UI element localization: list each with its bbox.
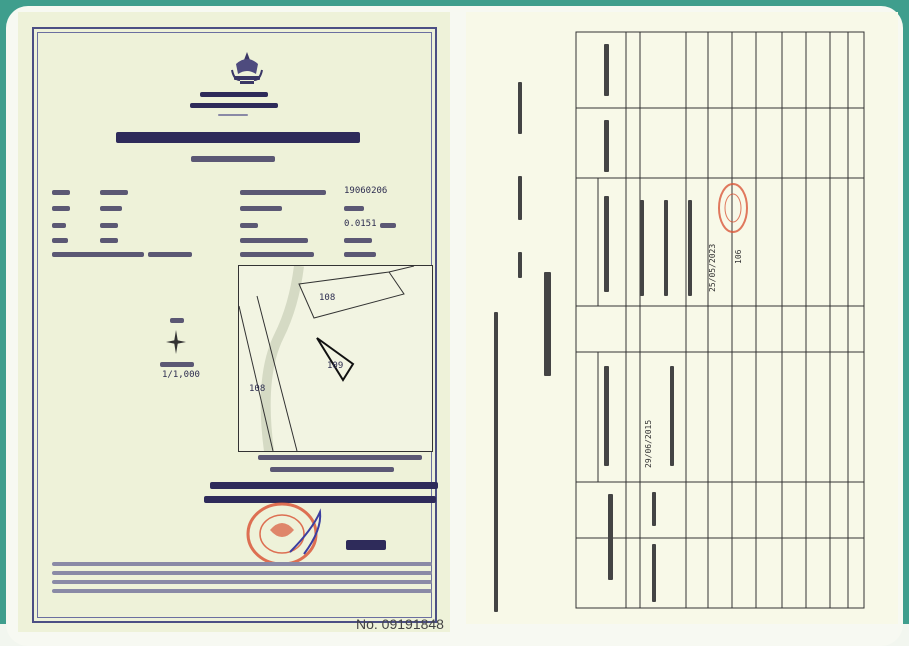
header-registration-date <box>604 366 609 466</box>
map-label-top: 108 <box>319 293 336 303</box>
header-transaction <box>604 196 609 292</box>
header-registration-number <box>604 120 609 172</box>
registry-location-3 <box>518 252 522 278</box>
field-value-village <box>100 238 118 243</box>
field-label-district <box>52 206 70 211</box>
field-label-parcel <box>240 206 282 211</box>
registry-location-1 <box>518 82 522 134</box>
registry-table-grid <box>574 30 866 610</box>
entry-transaction-line-1 <box>640 200 644 296</box>
map-label-left: 108 <box>249 384 266 394</box>
header-divider <box>218 114 248 116</box>
header-owner-name <box>608 522 613 580</box>
certificate-title-line <box>116 132 360 143</box>
scale-value: 1/1,000 <box>162 370 200 380</box>
registry-page <box>466 12 898 624</box>
authority-line-1 <box>210 482 438 489</box>
field-value-code: 19060206 <box>344 186 388 196</box>
parcel-map-drawing <box>239 266 432 451</box>
field-value-area-unit <box>380 223 396 228</box>
registry-subtitle <box>494 312 498 612</box>
record-number: 106 <box>734 249 743 264</box>
field-label-land-type <box>240 238 308 243</box>
certificate-serial-number: No. 09191848 <box>356 616 444 632</box>
field-label-area <box>240 223 258 228</box>
entry-date: 29/06/2015 <box>644 419 653 468</box>
entry-notary <box>670 366 674 466</box>
stamp-date: 25/05/2023 <box>708 243 717 292</box>
certificate-number-line <box>191 156 275 162</box>
issue-date-line-1 <box>258 455 422 460</box>
field-value-commune <box>100 223 118 228</box>
entry-owner-name <box>652 544 656 602</box>
notes-line-4 <box>52 589 432 593</box>
entry-owner-type <box>652 492 656 526</box>
notes-line-3 <box>52 580 432 584</box>
field-value-parcel <box>344 206 364 211</box>
entry-transaction-line-3 <box>688 200 692 296</box>
field-label-zone <box>52 252 144 257</box>
kingdom-title-line <box>200 92 268 97</box>
parcel-map <box>238 265 433 452</box>
field-value-district <box>100 206 122 211</box>
map-label-center: 109 <box>327 361 344 371</box>
compass-icon <box>166 330 186 354</box>
official-seal-icon <box>234 490 334 570</box>
scale-label <box>160 362 194 367</box>
signatory-name <box>346 540 386 550</box>
registry-table <box>574 30 866 610</box>
field-label-commune <box>52 223 66 228</box>
issue-date-line-2 <box>270 467 394 472</box>
registry-location-2 <box>518 176 522 220</box>
field-label-code <box>240 190 326 195</box>
registry-seal-icon <box>716 180 750 236</box>
field-value-area: 0.0151 <box>344 219 377 229</box>
header-remarks <box>604 44 609 96</box>
field-value-province <box>100 190 128 195</box>
certificate-page <box>18 12 450 632</box>
field-value-land-type <box>344 238 372 243</box>
notes-line-2 <box>52 571 432 575</box>
royal-emblem-icon <box>230 50 264 86</box>
entry-transaction-line-2 <box>664 200 668 296</box>
field-label-village <box>52 238 68 243</box>
field-label-land-use <box>240 252 314 257</box>
header-owner-type <box>608 494 613 530</box>
registry-title <box>544 272 551 376</box>
notes-line-1 <box>52 562 432 566</box>
field-value-zone <box>148 252 192 257</box>
motto-line <box>190 103 278 108</box>
field-label-province <box>52 190 70 195</box>
north-label <box>170 318 184 323</box>
field-value-land-use <box>344 252 376 257</box>
